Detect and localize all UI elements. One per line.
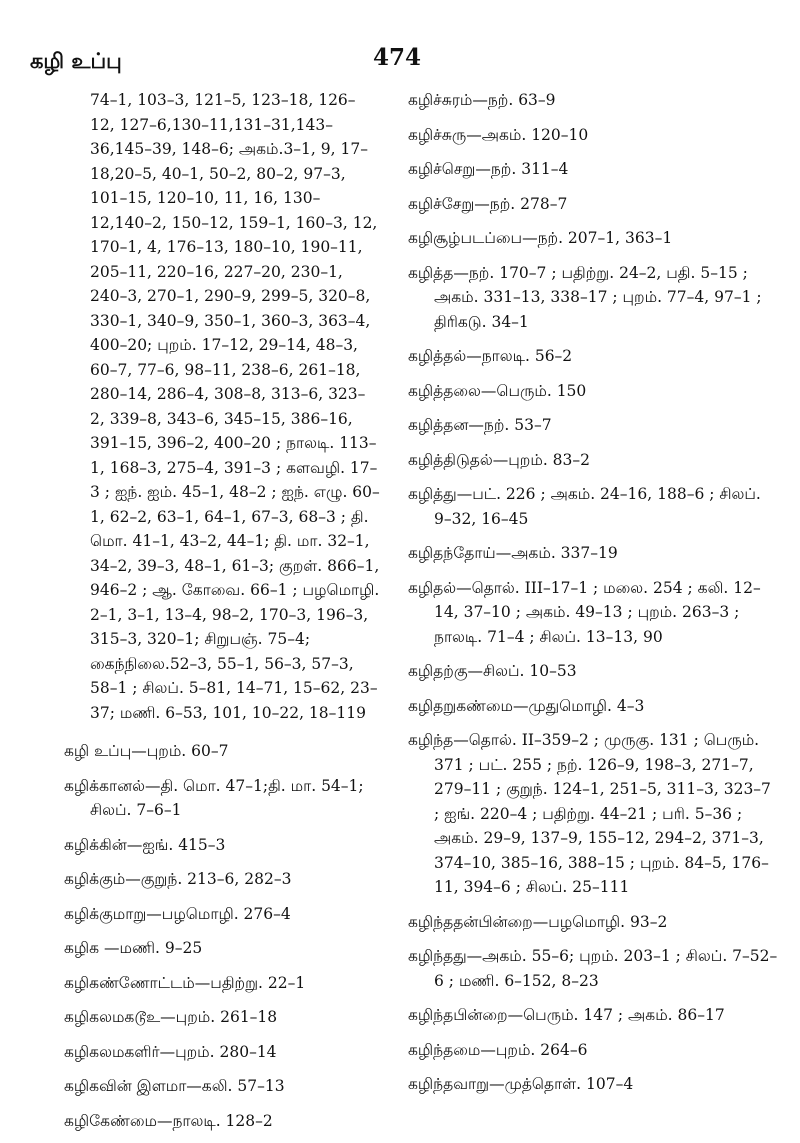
right-column [408, 88, 780, 1107]
index-entry: கழிந்தது—அகம். 55–6; புறம். 203–1 ; சிலப். 7–52–6 ; மணி. 6–152, 8–23 [408, 947, 778, 990]
index-entry: கழிகண்ணோட்டம்—பதிற்று. 22–1 [64, 973, 306, 992]
index-entry: கழித்தன—நற். 53–7 [408, 416, 552, 434]
index-entry: கழித்து—பட். 226 ; அகம். 24–16, 188–6 ; சிலப். 9–32, 16–45 [408, 485, 761, 528]
index-entry: கழிச்சுரு—அகம். 120–10 [408, 125, 589, 144]
index-entry: கழிந்தமை—புறம். 264–6 [408, 1040, 588, 1059]
index-entry: கழித்த—நற். 170–7 ; பதிற்று. 24–2, பதி. 5–15 ; அகம். 331–13, 338–17 ; புறம். 77–4, 97–1 ; திரிகடு. 34–1 [408, 263, 762, 331]
left-column [64, 88, 380, 1143]
index-entry: கழிக்குமாறு—பழமொழி. 276–4 [64, 904, 291, 923]
index-entry: கழிகேண்மை—நாலடி. 128–2 [64, 1111, 273, 1130]
index-entry: கழிக்கின்—ஐங். 415–3 [64, 835, 226, 854]
index-entry: கழிச்சுரம்—நற். 63–9 [408, 91, 556, 109]
index-entry: கழிக —மணி. 9–25 [64, 939, 203, 957]
index-entry: கழிக்கானல்—தி. மொ. 47–1;தி. மா. 54–1; சிலப். 7–6–1 [64, 776, 364, 819]
index-entry: கழிதறுகண்மை—முதுமொழி. 4–3 [408, 696, 645, 715]
index-entry: கழிசூழ்படப்பை—நற். 207–1, 363–1 [408, 229, 673, 247]
index-entry: கழித்தலை—பெரும். 150 [408, 381, 587, 400]
index-entry: கழி உப்பு—புறம். 60–7 [64, 742, 229, 760]
index-entry: கழிச்சேறு—நற். 278–7 [408, 194, 568, 213]
index-entry: கழிகலமகடூஉ—புறம். 261–18 [64, 1008, 278, 1026]
index-entry: கழிந்ததன்பின்றை—பழமொழி. 93–2 [408, 912, 668, 931]
index-entry: கழிகவின் இளமா—கலி. 57–13 [64, 1077, 285, 1095]
index-entry: கழிந்த—தொல். II–359–2 ; முருகு. 131 ; பெரும். 371 ; பட். 255 ; நற். 126–9, 198–3, 271–7, 279–11 ; குறுந். 124–1, 251–5, 311–3, 323–7 ; ஐங். 220–4 ; பதிற்று. 44–21 ; பரி. 5–36 ; அகம். 29–9, 137–9, 155–12, 294–2, 371–3, 374–10, 385–16, 388–15 ; புறம். 84–5, 176–11, 394–6 ; சிலப். 25–111 [408, 731, 771, 896]
index-entry: கழித்தல்—நாலடி. 56–2 [408, 347, 573, 365]
index-entry: கழிந்தபின்றை—பெரும். 147 ; அகம். 86–17 [408, 1006, 725, 1024]
index-entry: கழித்திடுதல்—புறம். 83–2 [408, 450, 591, 469]
index-entry: கழிதல்—தொல். III–17–1 ; மலை. 254 ; கலி. 12–14, 37–10 ; அகம். 49–13 ; புறம். 263–3 ; நாலடி. 71–4 ; சிலப். 13–13, 90 [408, 578, 761, 646]
index-entry: கழிக்கும்—குறுந். 213–6, 282–3 [64, 870, 292, 888]
running-head: கழி உப்பு [30, 48, 122, 73]
index-entry: கழிகலமகளிர்—புறம். 280–14 [64, 1042, 277, 1061]
index-entry: கழிச்செறு—நற். 311–4 [408, 160, 569, 178]
index-entry: கழிந்தவாறு—முத்தொள். 107–4 [408, 1075, 634, 1093]
index-entry: கழிதற்கு—சிலப். 10–53 [408, 662, 577, 680]
index-entry: கழிதந்தோய்—அகம். 337–19 [408, 544, 618, 562]
index-entry-continuation: 74–1, 103–3, 121–5, 123–18, 126–12, 127–6,130–11,131–31,143–36,145–39, 148–6; அகம்.3–1, 9, 17–18,20–5, 40–1, 50–2, 80–2, 97–3, 101–15, 120–10, 11, 16, 130–12,140–2, 150–12, 159–1, 160–3, 12, 170–1, 4, 176–13, 180–10, 190–11, 205–11, 220–16, 227–20, 230–1, 240–3, 270–1, 290–9, 299–5, 320–8, 330–1, 340–9, 350–1, 360–3, 363–4, 400–20; புறம். 17–12, 29–14, 48–3, 60–7, 77–6, 98–11, 238–6, 261–18, 280–14, 286–4, 308–8, 313–6, 323–2, 339–8, 343–6, 345–15, 386–16, 391–15, 396–2, 400–20 ; நாலடி. 113–1, 168–3, 275–4, 391–3 ; களவழி. 17–3 ; ஐந். ஐம். 45–1, 48–2 ; ஐந். எழு. 60–1, 62–2, 63–1, 64–1, 67–3, 68–3 ; தி. மொ. 41–1, 43–2, 44–1; தி. மா. 32–1, 34–2, 39–3, 48–1, 61–3; குறள். 866–1, 946–2 ; ஆ. கோவை. 66–1 ; பழமொழி. 2–1, 3–1, 13–4, 98–2, 170–3, 196–3, 315–3, 320–1; சிறுபஞ். 75–4; கைந்நிலை.52–3, 55–1, 56–3, 57–3, 58–1 ; சிலப். 5–81, 14–71, 15–62, 23–37; மணி. 6–53, 101, 10–22, 18–119 [90, 91, 380, 722]
page-number: 474 [373, 44, 422, 71]
